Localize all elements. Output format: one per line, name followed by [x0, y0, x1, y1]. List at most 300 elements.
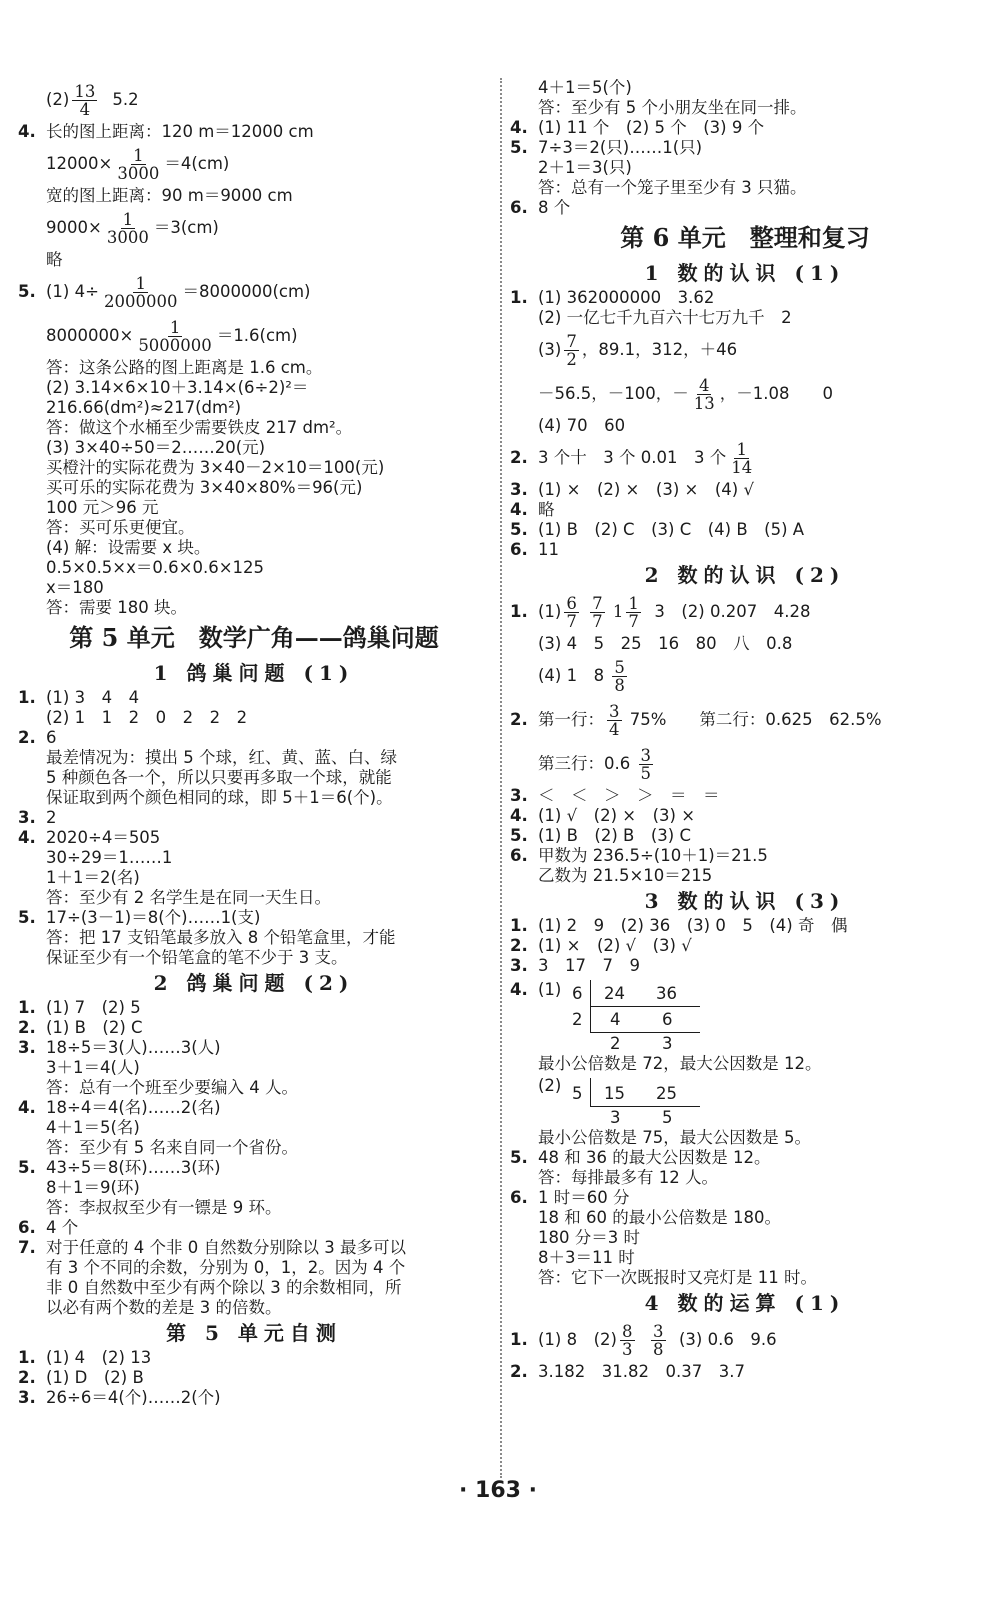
- item-number: 3.: [510, 956, 528, 975]
- line-text: (2): [46, 90, 70, 109]
- right-line: [510, 1362, 980, 1382]
- left-line: [18, 418, 490, 438]
- right-line: 180 分＝3 时: [538, 1228, 640, 1247]
- left-line: [18, 1368, 490, 1388]
- item-number: 5.: [510, 1148, 528, 1167]
- line-text: 第一行：: [538, 710, 604, 729]
- left-line: [18, 478, 490, 498]
- right-line: [510, 480, 980, 500]
- line-text: (3) 0.6 9.6: [679, 1330, 777, 1349]
- fraction: [651, 1323, 666, 1358]
- right-line: (4) 70 60: [538, 416, 626, 435]
- right-q5: [510, 138, 980, 158]
- line-text: (1) B (2) C (3) C (4) B (5) A: [538, 520, 805, 539]
- left-calc-9000: [18, 206, 490, 250]
- left-line: [18, 998, 490, 1018]
- fraction: [102, 275, 180, 310]
- left-line: [18, 1388, 490, 1408]
- line-text: 最差情况为：摸出 5 个球，红、黄、蓝、白、绿: [46, 748, 397, 767]
- line-text: 100 元＞96 元: [46, 498, 159, 517]
- right-q4: [510, 118, 980, 138]
- left-line: [18, 1348, 490, 1368]
- line-text: 宽的图上距离：90 m＝9000 cm: [46, 186, 293, 205]
- right-line: [510, 1148, 980, 1168]
- left-line: [18, 186, 490, 206]
- ladder-bar: [590, 1106, 700, 1107]
- fraction: [105, 211, 151, 246]
- fraction: [692, 377, 717, 412]
- calc-text: ＝8000000(cm): [182, 282, 311, 301]
- left-line: [18, 908, 490, 928]
- ladder-value: 4: [610, 1010, 621, 1029]
- left-line: [18, 358, 490, 378]
- fraction: [564, 595, 579, 630]
- item-number: 1.: [18, 688, 36, 707]
- lesson-heading: 1 数的认识 (1): [644, 261, 846, 285]
- line-text: 3＋1＝4(人): [46, 1058, 140, 1077]
- line-text: 3 (2) 0.207 4.28: [654, 602, 811, 621]
- item-number: 5.: [510, 826, 528, 845]
- numerator: 5: [614, 657, 625, 677]
- left-line: [18, 1298, 490, 1318]
- left-line: [18, 558, 490, 578]
- line-text: ，－1.08 0: [719, 384, 833, 403]
- line-text: 5.2: [112, 90, 139, 109]
- page-number: · 163 ·: [459, 1478, 537, 1503]
- sub-label: (2): [538, 1076, 562, 1095]
- right-line: 乙数为 21.5×10＝215: [538, 866, 713, 885]
- numerator: 1: [736, 439, 747, 459]
- line-text: 买橙汁的实际花费为 3×40－2×10＝100(元): [46, 458, 385, 477]
- numerator: 1: [133, 145, 144, 165]
- right-line-fraction: [510, 372, 980, 416]
- line-text: 答：至少有 5 名来自同一个省份。: [46, 1138, 298, 1157]
- line-text: 18÷4＝4(名)……2(名): [46, 1098, 221, 1117]
- right-line: 18 和 60 的最小公倍数是 180。: [538, 1208, 781, 1227]
- denominator: 8: [614, 675, 625, 695]
- ladder-bar: [590, 1006, 700, 1007]
- numerator: 1: [122, 209, 134, 229]
- item-number: 3.: [18, 1038, 36, 1057]
- fraction: [72, 83, 97, 118]
- left-line: [18, 518, 490, 538]
- line-text: 略: [538, 500, 555, 519]
- left-line: [18, 538, 490, 558]
- line-text: 长的图上距离：120 m＝12000 cm: [46, 122, 314, 141]
- line-text: 非 0 自然数中至少有两个除以 3 的余数相同，所: [46, 1278, 402, 1297]
- line-text: 3 17 7 9: [538, 956, 640, 975]
- left-line-2: [18, 122, 490, 142]
- item-number: 2.: [18, 728, 36, 747]
- line-text: 略: [46, 250, 63, 269]
- numerator: 6: [566, 593, 577, 613]
- item-number: 4.: [510, 500, 528, 519]
- right-line-fraction: [510, 698, 980, 742]
- left-line: [18, 1078, 490, 1098]
- line-text: 1＋1＝2(名): [46, 868, 140, 887]
- lesson-heading: 第 5 单元自测: [166, 1321, 342, 1345]
- divisor: 5: [572, 1084, 583, 1103]
- line-text: x＝180: [46, 578, 104, 597]
- right-line-fraction: [510, 742, 980, 786]
- fraction: [607, 703, 622, 738]
- left-line: [18, 250, 490, 270]
- line-text: 75% 第二行：0.625 62.5%: [629, 710, 882, 729]
- line-text: 4 个: [46, 1218, 79, 1237]
- left-line: [18, 458, 490, 478]
- left-line: [18, 868, 490, 888]
- denominator: 5: [640, 763, 651, 783]
- line-text: －56.5，－100，－: [538, 384, 689, 403]
- right-line: 8＋3＝11 时: [538, 1248, 635, 1267]
- item-number: 3.: [18, 808, 36, 827]
- line-text: (1) 3 4 4: [46, 688, 140, 707]
- line-text: 2020÷4＝505: [46, 828, 161, 847]
- left-column: [18, 78, 490, 1408]
- denominator: 2000000: [103, 291, 178, 311]
- ladder-value: 3: [662, 1034, 673, 1053]
- left-line: [18, 1238, 490, 1258]
- right-line: [510, 1188, 980, 1208]
- line-text: 答：做这个水桶至少需要铁皮 217 dm²。: [46, 418, 353, 437]
- right-line: 最小公倍数是 75，最大公因数是 5。: [538, 1128, 811, 1147]
- ladder-value: 15: [604, 1084, 625, 1103]
- left-line: [18, 768, 490, 788]
- item-number: 2.: [510, 448, 528, 467]
- left-line: [18, 808, 490, 828]
- numerator: 1: [169, 317, 181, 337]
- line-text: (1): [46, 282, 70, 301]
- left-q5-line: [18, 270, 490, 314]
- line-text: 6: [46, 728, 57, 747]
- line-text: 第三行：0.6: [538, 754, 631, 773]
- left-line: [18, 828, 490, 848]
- left-calc-8000000: [18, 314, 490, 358]
- calc-text: ＝4(cm): [164, 154, 230, 173]
- fraction: [729, 441, 754, 476]
- divisor: 6: [572, 984, 583, 1003]
- ladder-value: 2: [610, 1034, 621, 1053]
- line-text: (3) 3×40÷50＝2……20(元): [46, 438, 266, 457]
- item-number: 1.: [510, 916, 528, 935]
- left-line: [18, 1058, 490, 1078]
- item-number: 1.: [510, 602, 528, 621]
- item-number: 5.: [18, 908, 36, 927]
- right-line: [510, 288, 980, 308]
- fraction: [564, 333, 579, 368]
- line-text: 2: [46, 808, 57, 827]
- denominator: 14: [731, 457, 753, 477]
- right-line-fraction: [510, 328, 980, 372]
- left-line: [18, 598, 490, 618]
- left-line-1: [18, 78, 490, 122]
- right-line-fraction: [510, 1318, 980, 1362]
- line-text: (1): [538, 602, 562, 621]
- line-text: 以必有两个数的差是 3 的倍数。: [46, 1298, 282, 1317]
- line-text: 答：至少有 2 名学生是在同一天生日。: [46, 888, 331, 907]
- short-division-ladder-2: [510, 1074, 980, 1128]
- left-line: [18, 748, 490, 768]
- right-line-fraction: [510, 436, 980, 480]
- denominator: 8: [653, 1339, 664, 1359]
- line-text: 17÷(3－1)＝8(个)……1(支): [46, 908, 261, 927]
- item-number: 2.: [18, 1368, 36, 1387]
- right-line: (2) 一亿七千九百六十七万九千 2: [538, 308, 792, 327]
- line-text: 48 和 36 的最大公因数是 12。: [538, 1148, 771, 1167]
- left-line: [18, 1038, 490, 1058]
- item-number: 2.: [510, 936, 528, 955]
- left-line: [18, 1278, 490, 1298]
- right-line: 答：每排最多有 12 人。: [538, 1168, 718, 1187]
- line-text: 答：需要 180 块。: [46, 598, 187, 617]
- right-line-fraction: [510, 654, 980, 698]
- fraction: [136, 319, 214, 354]
- denominator: 7: [628, 611, 639, 631]
- left-line: [18, 1178, 490, 1198]
- unit-heading: 第 5 单元 数学广角——鸽巢问题: [69, 623, 439, 652]
- item-number: 4.: [18, 122, 36, 141]
- line-text: 保证取到两个颜色相同的球，即 5＋1＝6(个)。: [46, 788, 393, 807]
- ladder-value: 25: [656, 1084, 677, 1103]
- line-text: 5 种颜色各一个，所以只要再多取一个球，就能: [46, 768, 392, 787]
- line-text: (4) 1 8: [538, 666, 605, 685]
- item-number: 4.: [510, 980, 528, 999]
- ladder-value: 3: [610, 1108, 621, 1127]
- line-text: (1) 8 (2): [538, 1330, 617, 1349]
- left-line: [18, 438, 490, 458]
- right-line: 答：总有一个笼子里至少有 3 只猫。: [538, 178, 807, 197]
- line-text: ，89.1，312，＋46: [581, 340, 738, 359]
- item-number: 4.: [510, 806, 528, 825]
- numerator: 3: [609, 701, 620, 721]
- ladder-bar: [590, 1078, 591, 1106]
- left-line: [18, 578, 490, 598]
- fraction: [590, 595, 605, 630]
- line-text: ＜ ＜ ＞ ＞ ＝ ＝: [538, 786, 720, 805]
- left-line: [18, 948, 490, 968]
- line-text: (1) 7 (2) 5: [46, 998, 141, 1017]
- numerator: 7: [566, 331, 577, 351]
- ladder-bar: [590, 980, 591, 1006]
- line-text: 有 3 个不同的余数，分别为 0，1，2。因为 4 个: [46, 1258, 406, 1277]
- line-text: 30÷29＝1……1: [46, 848, 173, 867]
- right-line: (3) 4 5 25 16 80 八 0.8: [538, 634, 793, 653]
- left-line: [18, 788, 490, 808]
- calc-text: 9000×: [46, 218, 102, 237]
- left-line: [18, 708, 490, 728]
- line-text: 答：李叔叔至少有一镖是 9 环。: [46, 1198, 282, 1217]
- item-number: 6.: [510, 540, 528, 559]
- left-line: [18, 728, 490, 748]
- item-number: 5.: [510, 520, 528, 539]
- right-line: [510, 916, 980, 936]
- calc-text: ＝3(cm): [153, 218, 219, 237]
- line-text: (2) 1 1 2 0 2 2 2: [46, 708, 248, 727]
- line-text: 答：这条公路的图上距离是 1.6 cm。: [46, 358, 323, 377]
- right-line: [510, 956, 980, 976]
- column-divider: [500, 78, 502, 1478]
- denominator: 7: [566, 611, 577, 631]
- left-rest: [18, 358, 490, 1408]
- denominator: 4: [79, 99, 91, 119]
- right-line: [510, 786, 980, 806]
- line-text: (1) 362000000 3.62: [538, 288, 715, 307]
- numerator: 3: [640, 745, 651, 765]
- right-line: [510, 540, 980, 560]
- line-text: 甲数为 236.5÷(10＋1)＝21.5: [538, 846, 768, 865]
- numerator: 1: [628, 593, 639, 613]
- left-line: [18, 398, 490, 418]
- item-number: 1.: [510, 1330, 528, 1349]
- right-line: 答：它下一次既报时又亮灯是 11 时。: [538, 1268, 817, 1287]
- divisor: 2: [572, 1010, 583, 1029]
- line-text: (1) D (2) B: [46, 1368, 144, 1387]
- right-line: 4＋1＝5(个): [538, 78, 632, 97]
- left-line: [18, 888, 490, 908]
- item-number: 5.: [18, 1158, 36, 1177]
- line-text: 3.182 31.82 0.37 3.7: [538, 1362, 745, 1381]
- right-line: 2＋1＝3(只): [538, 158, 632, 177]
- left-line: [18, 1138, 490, 1158]
- calc-text: 12000×: [46, 154, 113, 173]
- line-text: (1) 4 (2) 13: [46, 1348, 152, 1367]
- item-number: 1.: [18, 998, 36, 1017]
- right-line: [510, 826, 980, 846]
- left-line: [18, 848, 490, 868]
- short-division-ladder-1: [510, 976, 980, 1054]
- left-line: [18, 378, 490, 398]
- left-line: [18, 1158, 490, 1178]
- denominator: 7: [592, 611, 603, 631]
- item-number: 2.: [18, 1018, 36, 1037]
- right-line: 答：至少有 5 个小朋友坐在同一排。: [538, 98, 807, 117]
- right-column: [510, 78, 980, 1382]
- item-number: 3.: [510, 786, 528, 805]
- line-text: 8 个: [538, 198, 571, 217]
- unit-heading: 第 6 单元 整理和复习: [620, 223, 870, 252]
- line-text: 答：总有一个班至少要编入 4 人。: [46, 1078, 298, 1097]
- line-text: 26÷6＝4(个)……2(个): [46, 1388, 221, 1407]
- denominator: 5000000: [138, 335, 212, 355]
- lesson-heading: 1 鸽巢问题 (1): [153, 661, 355, 685]
- sub-label: (1): [538, 980, 562, 999]
- fraction: [612, 659, 627, 694]
- line-text: 18÷5＝3(人)……3(人): [46, 1038, 221, 1057]
- ladder-value: 5: [662, 1108, 673, 1127]
- right-q6: [510, 198, 980, 218]
- item-number: 6.: [510, 846, 528, 865]
- lesson-heading: 2 数的认识 (2): [644, 563, 846, 587]
- right-line-fraction: [510, 590, 980, 634]
- denominator: 4: [609, 719, 620, 739]
- item-number: 3.: [510, 480, 528, 499]
- line-text: 1 时＝60 分: [538, 1188, 630, 1207]
- line-text: (1) √ (2) × (3) ×: [538, 806, 696, 825]
- line-text: 保证至少有一个铅笔盒的笔不少于 3 支。: [46, 948, 348, 967]
- ladder-value: 6: [662, 1010, 673, 1029]
- numerator: 13: [74, 81, 96, 101]
- fraction: [626, 595, 641, 630]
- line-text: 8＋1＝9(环): [46, 1178, 140, 1197]
- item-number: 5.: [18, 282, 36, 301]
- right-line: [510, 846, 980, 866]
- numerator: 7: [592, 593, 603, 613]
- item-number: 6.: [510, 1188, 528, 1207]
- line-text: 0.5×0.5×x＝0.6×0.6×125: [46, 558, 265, 577]
- calc-text: 8000000×: [46, 326, 134, 345]
- left-line: [18, 1258, 490, 1278]
- right-line: [510, 936, 980, 956]
- item-number: 2.: [510, 1362, 528, 1381]
- left-line: [18, 1098, 490, 1118]
- line-text: (1) × (2) × (3) × (4) √: [538, 480, 754, 499]
- lesson-heading: 2 鸽巢问题 (2): [153, 971, 355, 995]
- line-text: 7÷3＝2(只)……1(只): [538, 138, 703, 157]
- item-number: 1.: [18, 1348, 36, 1367]
- right-line: [510, 520, 980, 540]
- item-number: 7.: [18, 1238, 36, 1257]
- ladder-value: 36: [656, 984, 677, 1003]
- numerator: 4: [698, 375, 710, 395]
- denominator: 13: [693, 393, 715, 413]
- line-text: 3 个十 3 个 0.01 3 个: [538, 448, 727, 467]
- calc-text: ＝1.6(cm): [216, 326, 298, 345]
- left-line: [18, 1218, 490, 1238]
- line-text: 答：把 17 支铅笔最多放入 8 个铅笔盒里，才能: [46, 928, 396, 947]
- ladder-bar: [590, 1032, 700, 1033]
- numerator: 3: [653, 1321, 664, 1341]
- left-line: [18, 1198, 490, 1218]
- line-text: (1) 11 个 (2) 5 个 (3) 9 个: [538, 118, 765, 137]
- item-number: 2.: [510, 710, 528, 729]
- right-line: 最小公倍数是 72，最大公因数是 12。: [538, 1054, 822, 1073]
- numerator: 8: [622, 1321, 633, 1341]
- fraction: [115, 147, 161, 182]
- left-calc-12000: [18, 142, 490, 186]
- left-line: [18, 928, 490, 948]
- calc-text: 4÷: [74, 282, 99, 301]
- fraction: [620, 1323, 635, 1358]
- line-text: (3): [538, 340, 562, 359]
- line-text: (2) 3.14×6×10＋3.14×(6÷2)²＝: [46, 378, 309, 397]
- line-text: 答：买可乐更便宜。: [46, 518, 195, 537]
- denominator: 3000: [106, 227, 149, 247]
- right-line: [510, 500, 980, 520]
- item-number: 1.: [510, 288, 528, 307]
- left-line: [18, 1018, 490, 1038]
- denominator: 3: [622, 1339, 633, 1359]
- numerator: 1: [135, 273, 146, 293]
- item-number: 4.: [18, 828, 36, 847]
- left-line: [18, 1118, 490, 1138]
- item-number: 6.: [18, 1218, 36, 1237]
- line-text: (4) 解：设需要 x 块。: [46, 538, 211, 557]
- denominator: 2: [566, 349, 577, 369]
- ladder-value: 24: [604, 984, 625, 1003]
- item-number: 4.: [18, 1098, 36, 1117]
- line-text: 对于任意的 4 个非 0 自然数分别除以 3 最多可以: [46, 1238, 406, 1257]
- mixed-whole: 1: [612, 602, 624, 621]
- item-number: 5.: [510, 138, 528, 157]
- item-number: 6.: [510, 198, 528, 217]
- denominator: 3000: [117, 163, 160, 183]
- line-text: 11: [538, 540, 559, 559]
- left-line: [18, 498, 490, 518]
- lesson-heading: 4 数的运算 (1): [644, 1291, 846, 1315]
- line-text: 216.66(dm²)≈217(dm²): [46, 398, 242, 417]
- line-text: 买可乐的实际花费为 3×40×80%＝96(元): [46, 478, 363, 497]
- fraction: [639, 747, 654, 782]
